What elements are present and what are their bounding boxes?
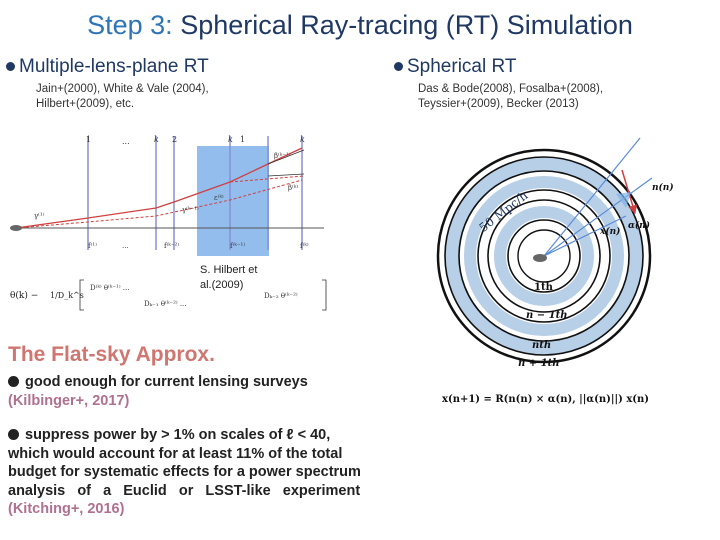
svg-text:γ⁽¹⁾: γ⁽¹⁾	[34, 212, 45, 220]
svg-text:n(n): n(n)	[652, 183, 674, 193]
bullet-dot-icon	[394, 62, 403, 71]
svg-text:f⁽¹⁾: f⁽¹⁾	[88, 242, 97, 250]
svg-text:f⁽ᵏ⁻²⁾: f⁽ᵏ⁻²⁾	[164, 242, 180, 250]
svg-text:f⁽ᵏ⁻¹⁾: f⁽ᵏ⁻¹⁾	[230, 242, 246, 250]
bullet-dot-icon	[8, 429, 19, 440]
svg-text:n − 1th: n − 1th	[526, 310, 568, 321]
svg-text:nth: nth	[532, 340, 552, 351]
svg-text:θ(k) −: θ(k) −	[10, 291, 39, 301]
svg-text:50 Mpc/h: 50 Mpc/h	[476, 188, 531, 235]
bullet-dot-icon	[6, 62, 15, 71]
flat-bullet-2: suppress power by > 1% on scales of ℓ < 40, which would account for at least 11% of the total budget for systematic effects for a power spectrum analysis of a Euclid or LSST-like experiment (Kitching+, 2016)	[8, 427, 361, 518]
svg-text:...: ...	[122, 137, 130, 146]
svg-text:Dₖ₋₁ θ⁽ᵏ⁻²⁾ ...: Dₖ₋₁ θ⁽ᵏ⁻²⁾ ...	[144, 300, 187, 308]
svg-text:1/D_k^s: 1/D_k^s	[50, 291, 84, 300]
image-credit: S. Hilbert et al.(2009)	[200, 264, 258, 291]
svg-text:k: k	[228, 135, 233, 144]
svg-text:k: k	[300, 135, 305, 144]
svg-text:1: 1	[240, 135, 246, 144]
flat-bullet-1: good enough for current lensing surveys (Kilbinger+, 2017)	[8, 374, 308, 409]
svg-text:...: ...	[122, 241, 129, 250]
left-refs: Jain+(2000), White & Vale (2004), Hilbert+(2009), etc.	[36, 83, 209, 110]
flat-sky-title: The Flat-sky Approx.	[8, 343, 215, 366]
shaded-lens-slab	[197, 146, 269, 256]
svg-text:x(n): x(n)	[600, 227, 621, 237]
observer-eye-icon	[533, 254, 547, 262]
svg-text:Dₖ₋₂ θ⁽ᵏ⁻²⁾: Dₖ₋₂ θ⁽ᵏ⁻²⁾	[264, 292, 298, 300]
svg-text:x(n+1) = R(n(n) × α(n), ||α(n): x(n+1) = R(n(n) × α(n), ||α(n)||) x(n)	[442, 394, 650, 405]
svg-text:γ⁽ᵏ⁻¹⁾: γ⁽ᵏ⁻¹⁾	[182, 206, 199, 214]
svg-text:f⁽ᵏ⁾: f⁽ᵏ⁾	[300, 242, 309, 250]
svg-text:k: k	[154, 135, 159, 144]
svg-text:2: 2	[172, 135, 178, 144]
left-heading: Multiple-lens-plane RT	[6, 56, 209, 78]
svg-text:β⁽ᵏ⁻¹⁾: β⁽ᵏ⁻¹⁾	[274, 152, 291, 160]
svg-text:1: 1	[86, 135, 92, 144]
lens-plane-diagram	[4, 130, 344, 315]
svg-text:D⁽ᵏ⁾ θ⁽ᵏ⁻¹⁾ ...: D⁽ᵏ⁾ θ⁽ᵏ⁻¹⁾ ...	[90, 284, 130, 292]
page-title: Step 3: Spherical Ray-tracing (RT) Simulation	[87, 10, 633, 40]
svg-text:β⁽ᵏ⁾: β⁽ᵏ⁾	[288, 184, 299, 192]
svg-text:α(n): α(n)	[628, 221, 650, 231]
svg-text:n + 1th: n + 1th	[518, 358, 560, 369]
spherical-shell-diagram	[426, 130, 716, 410]
right-heading: Spherical RT	[394, 56, 516, 78]
svg-text:ε⁽ᵏ⁾: ε⁽ᵏ⁾	[214, 194, 224, 202]
svg-text:1th: 1th	[534, 282, 553, 293]
right-refs: Das & Bode(2008), Fosalba+(2008), Teyssier+(2009), Becker (2013)	[418, 83, 604, 110]
observer-eye-icon	[10, 225, 22, 231]
bullet-dot-icon	[8, 376, 19, 387]
